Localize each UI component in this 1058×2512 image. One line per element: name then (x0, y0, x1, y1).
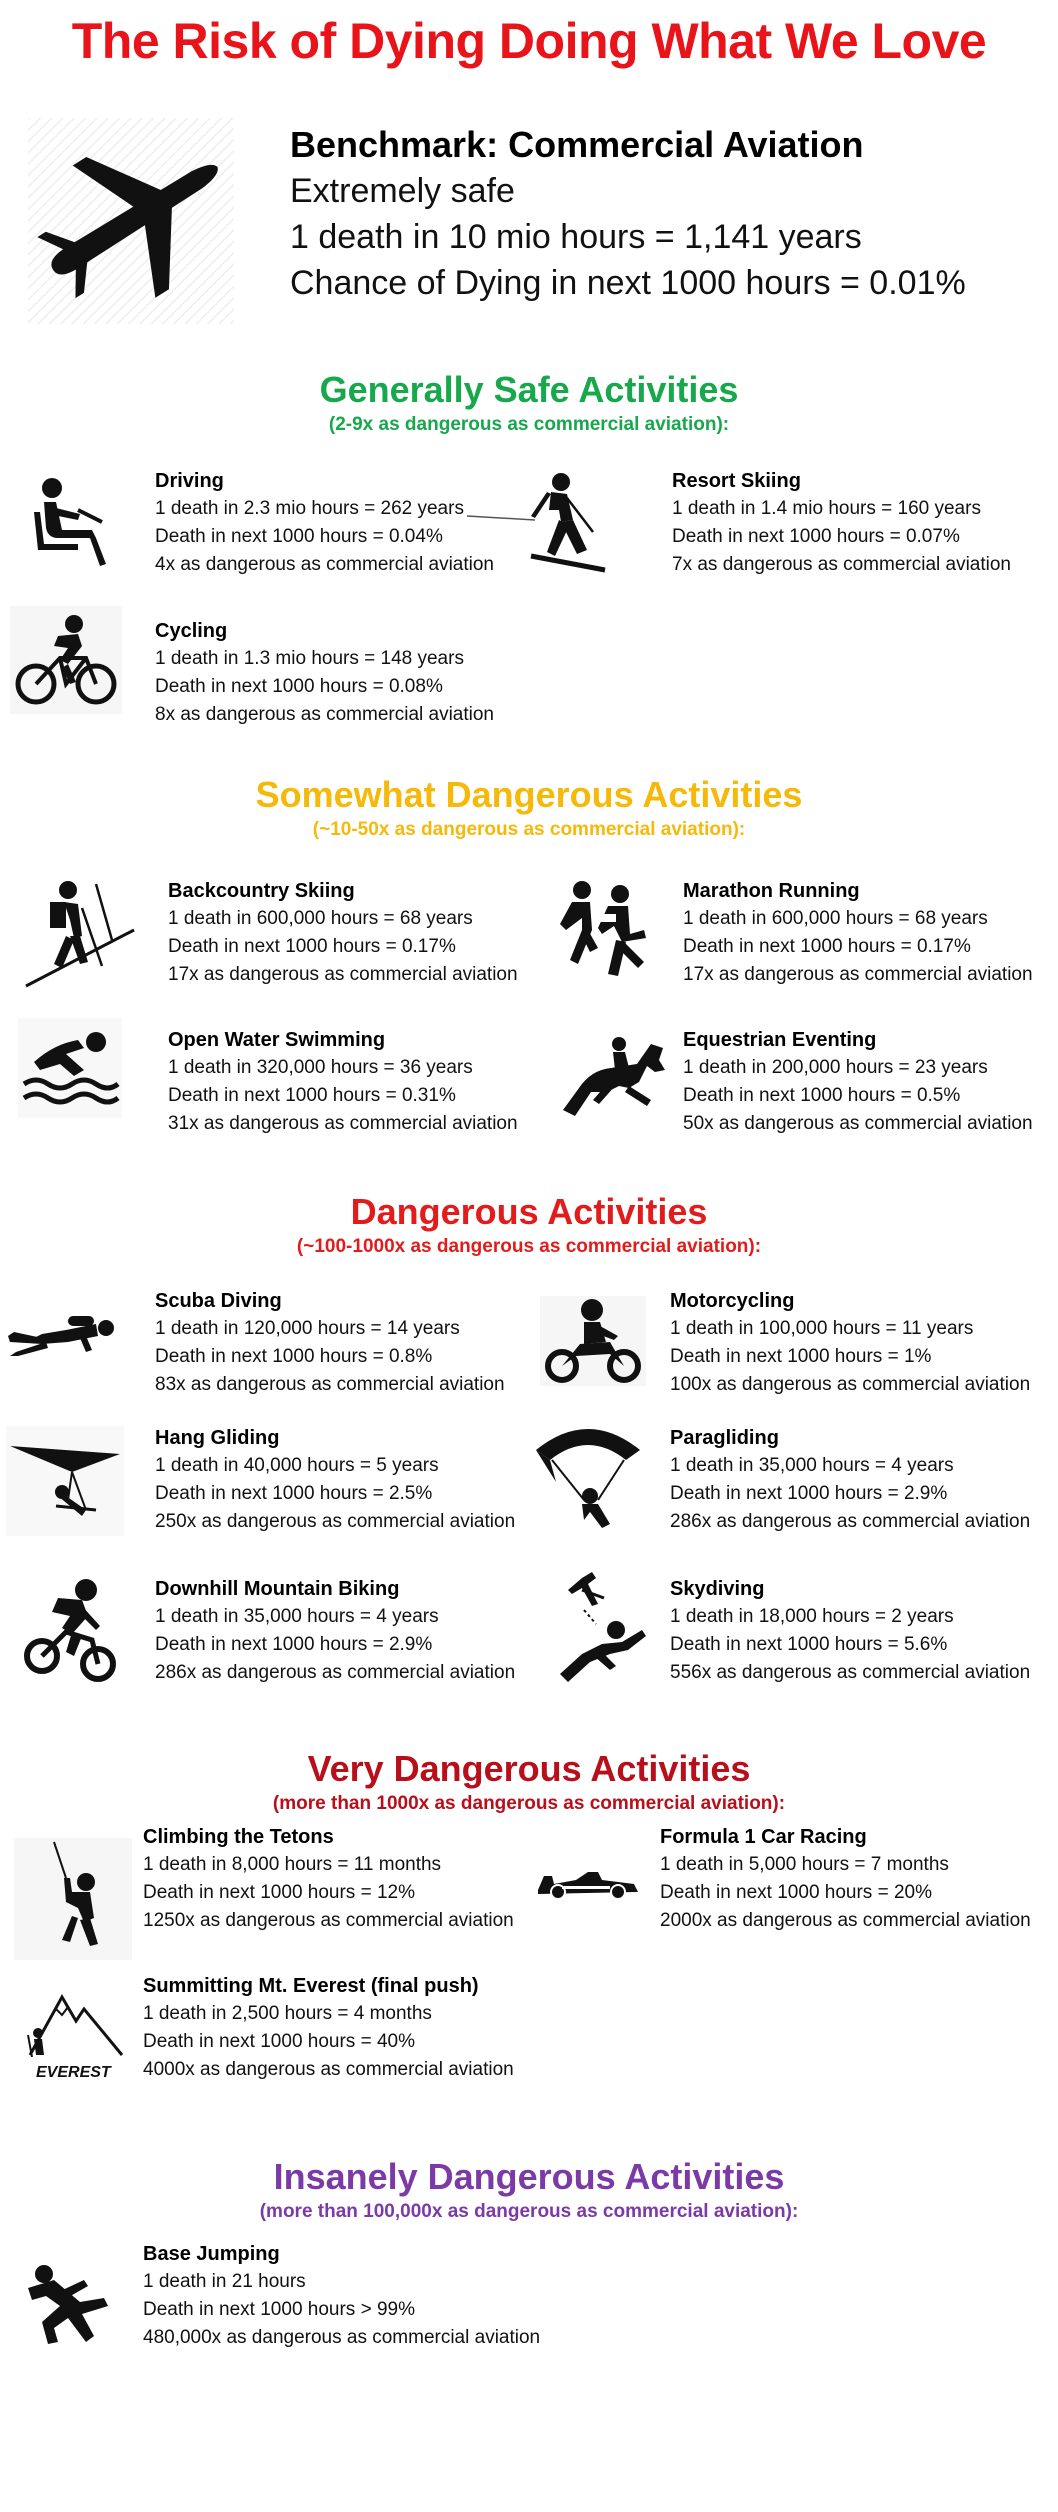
activity-name: Resort Skiing (672, 470, 801, 492)
scuba-diver-icon (6, 1310, 126, 1430)
activity-stat: 31x as dangerous as commercial aviation (168, 1113, 518, 1134)
activity-stat: Death in next 1000 hours = 0.31% (168, 1085, 456, 1106)
activity-stat: 100x as dangerous as commercial aviation (670, 1374, 1031, 1395)
activity-stat: 1 death in 21 hours (143, 2271, 306, 2292)
activity-card-formula-1-car-racing (660, 1823, 1040, 1935)
activity-stat: 83x as dangerous as commercial aviation (155, 1374, 505, 1395)
activity-stat: 1 death in 320,000 hours = 36 years (168, 1057, 473, 1078)
activity-stat: 556x as dangerous as commercial aviation (670, 1662, 1031, 1683)
activity-name: Cycling (155, 620, 228, 642)
climber-icon (14, 1838, 134, 1958)
activity-stat: 17x as dangerous as commercial aviation (168, 964, 518, 985)
section-subtitle: (2-9x as dangerous as commercial aviation): (328, 414, 730, 435)
activity-name: Marathon Running (683, 880, 860, 902)
section-header-insanely-dangerous (0, 2155, 1058, 2225)
activity-stat: Death in next 1000 hours = 0.5% (683, 1085, 961, 1106)
section-subtitle: (~10-50x as dangerous as commercial aviation): (312, 819, 746, 840)
activity-name: Scuba Diving (155, 1290, 282, 1312)
activity-stat: 480,000x as dangerous as commercial aviation (143, 2327, 541, 2348)
section-subtitle: (~100-1000x as dangerous as commercial aviation): (296, 1236, 762, 1257)
activity-card-resort-skiing (672, 467, 1052, 579)
section-header-very-dangerous (0, 1747, 1058, 1817)
section-title: Very Dangerous Activities (307, 1748, 751, 1789)
activity-stat: 286x as dangerous as commercial aviation (670, 1511, 1031, 1532)
activity-name: Backcountry Skiing (168, 880, 355, 902)
activity-card-base-jumping (143, 2240, 541, 2352)
activity-stat: Death in next 1000 hours = 2.9% (670, 1483, 948, 1504)
activity-stat: 50x as dangerous as commercial aviation (683, 1113, 1033, 1134)
driving-icon (22, 472, 142, 592)
activity-stat: 1 death in 8,000 hours = 11 months (143, 1854, 442, 1875)
activity-stat: Death in next 1000 hours = 0.8% (155, 1346, 433, 1367)
section-subtitle: (more than 100,000x as dangerous as commercial aviation): (259, 2201, 799, 2222)
activity-stat: 1 death in 100,000 hours = 11 years (670, 1318, 974, 1339)
section-title: Insanely Dangerous Activities (273, 2156, 785, 2197)
activity-stat: Death in next 1000 hours = 0.04% (155, 526, 443, 547)
activity-stat: 2000x as dangerous as commercial aviation (660, 1910, 1031, 1931)
activity-name: Downhill Mountain Biking (155, 1578, 400, 1600)
activity-stat: 1 death in 40,000 hours = 5 years (155, 1455, 439, 1476)
base-jumper-icon (24, 2258, 144, 2378)
activity-name: Paragliding (670, 1427, 779, 1449)
activity-stat: 1 death in 2.3 mio hours = 262 years (155, 498, 464, 519)
activity-stat: Death in next 1000 hours = 1% (670, 1346, 932, 1367)
activity-stat: Death in next 1000 hours > 99% (143, 2299, 415, 2320)
activity-name: Climbing the Tetons (143, 1826, 334, 1848)
race-car-icon (536, 1862, 656, 1982)
activity-name: Hang Gliding (155, 1427, 280, 1449)
backcountry-skiing-icon (22, 878, 142, 998)
activity-name: Equestrian Eventing (683, 1029, 877, 1051)
activity-card-hang-gliding (155, 1424, 535, 1536)
activity-card-scuba-diving (155, 1287, 535, 1399)
motorcycle-icon (540, 1296, 660, 1416)
activity-stat: Death in next 1000 hours = 5.6% (670, 1634, 948, 1655)
benchmark-line: Chance of Dying in next 1000 hours = 0.01% (290, 264, 966, 302)
swimming-icon (18, 1018, 138, 1138)
activity-name: Open Water Swimming (168, 1029, 386, 1051)
running-icon (552, 878, 672, 998)
activity-card-skydiving (670, 1575, 1050, 1687)
cycling-icon (10, 606, 130, 726)
skydiver-icon (552, 1570, 672, 1690)
activity-name: Formula 1 Car Racing (660, 1826, 867, 1848)
activity-stat: 7x as dangerous as commercial aviation (672, 554, 1012, 575)
activity-stat: 1 death in 35,000 hours = 4 years (155, 1606, 439, 1627)
activity-stat: 1 death in 200,000 hours = 23 years (683, 1057, 988, 1078)
activity-stat: Death in next 1000 hours = 2.5% (155, 1483, 433, 1504)
activity-card-climbing-the-tetons (143, 1823, 523, 1935)
activity-stat: 1 death in 5,000 hours = 7 months (660, 1854, 949, 1875)
activity-stat: 1 death in 120,000 hours = 14 years (155, 1318, 460, 1339)
activity-card-motorcycling (670, 1287, 1050, 1399)
section-header-somewhat-dangerous (0, 773, 1058, 843)
activity-stat: 4000x as dangerous as commercial aviation (143, 2059, 514, 2080)
hang-glider-icon (6, 1426, 126, 1546)
activity-stat: 1 death in 1.4 mio hours = 160 years (672, 498, 981, 519)
activity-card-open-water-swimming (168, 1026, 548, 1138)
activity-card-marathon-running (683, 877, 1058, 989)
activity-card-equestrian-eventing (683, 1026, 1058, 1138)
benchmark-heading: Benchmark: Commercial Aviation (290, 124, 864, 165)
activity-stat: 1 death in 600,000 hours = 68 years (168, 908, 473, 929)
activity-stat: 1 death in 35,000 hours = 4 years (670, 1455, 954, 1476)
activity-stat: 250x as dangerous as commercial aviation (155, 1511, 516, 1532)
activity-name: Motorcycling (670, 1290, 795, 1312)
section-header-safe (0, 368, 1058, 438)
section-title: Somewhat Dangerous Activities (255, 774, 803, 815)
section-subtitle: (more than 1000x as dangerous as commercial aviation): (272, 1793, 786, 1814)
benchmark-block (290, 122, 966, 306)
activity-stat: 1 death in 1.3 mio hours = 148 years (155, 648, 464, 669)
activity-stat: 1 death in 600,000 hours = 68 years (683, 908, 988, 929)
section-header-dangerous (0, 1190, 1058, 1260)
activity-card-downhill-mountain-biking (155, 1575, 535, 1687)
everest-icon-text: EVEREST (36, 2064, 111, 2081)
airplane-icon (28, 118, 234, 324)
activity-stat: Death in next 1000 hours = 12% (143, 1882, 415, 1903)
mountain-bike-icon (22, 1576, 142, 1696)
activity-stat: 8x as dangerous as commercial aviation (155, 704, 495, 725)
horse-jumping-icon (555, 1030, 675, 1150)
activity-stat: 1250x as dangerous as commercial aviation (143, 1910, 514, 1931)
activity-stat: Death in next 1000 hours = 40% (143, 2031, 415, 2052)
skiing-icon (465, 470, 585, 590)
activity-name: Skydiving (670, 1578, 765, 1600)
activity-stat: Death in next 1000 hours = 0.17% (683, 936, 971, 957)
activity-stat: 17x as dangerous as commercial aviation (683, 964, 1033, 985)
activity-stat: 4x as dangerous as commercial aviation (155, 554, 495, 575)
activity-stat: Death in next 1000 hours = 0.17% (168, 936, 456, 957)
activity-stat: Death in next 1000 hours = 20% (660, 1882, 932, 1903)
activity-stat: Death in next 1000 hours = 0.07% (672, 526, 960, 547)
activity-stat: 1 death in 18,000 hours = 2 years (670, 1606, 954, 1627)
activity-name: Summitting Mt. Everest (final push) (143, 1975, 479, 1997)
activity-card-paragliding (670, 1424, 1050, 1536)
benchmark-line: 1 death in 10 mio hours = 1,141 years (290, 218, 862, 256)
page-title: The Risk of Dying Doing What We Love (71, 13, 987, 69)
activity-stat: Death in next 1000 hours = 0.08% (155, 676, 443, 697)
activity-stat: 1 death in 2,500 hours = 4 months (143, 2003, 432, 2024)
activity-card-cycling (155, 617, 535, 729)
activity-name: Driving (155, 470, 224, 492)
activity-stat: Death in next 1000 hours = 2.9% (155, 1634, 433, 1655)
activity-name: Base Jumping (143, 2243, 280, 2265)
activity-card-backcountry-skiing (168, 877, 548, 989)
section-title: Dangerous Activities (350, 1191, 708, 1232)
everest-icon (22, 1985, 142, 2105)
paraglider-icon (528, 1420, 648, 1540)
activity-stat: 286x as dangerous as commercial aviation (155, 1662, 516, 1683)
benchmark-line: Extremely safe (290, 172, 515, 210)
activity-card-summitting-mt-everest (143, 1972, 523, 2084)
section-title: Generally Safe Activities (319, 369, 739, 410)
